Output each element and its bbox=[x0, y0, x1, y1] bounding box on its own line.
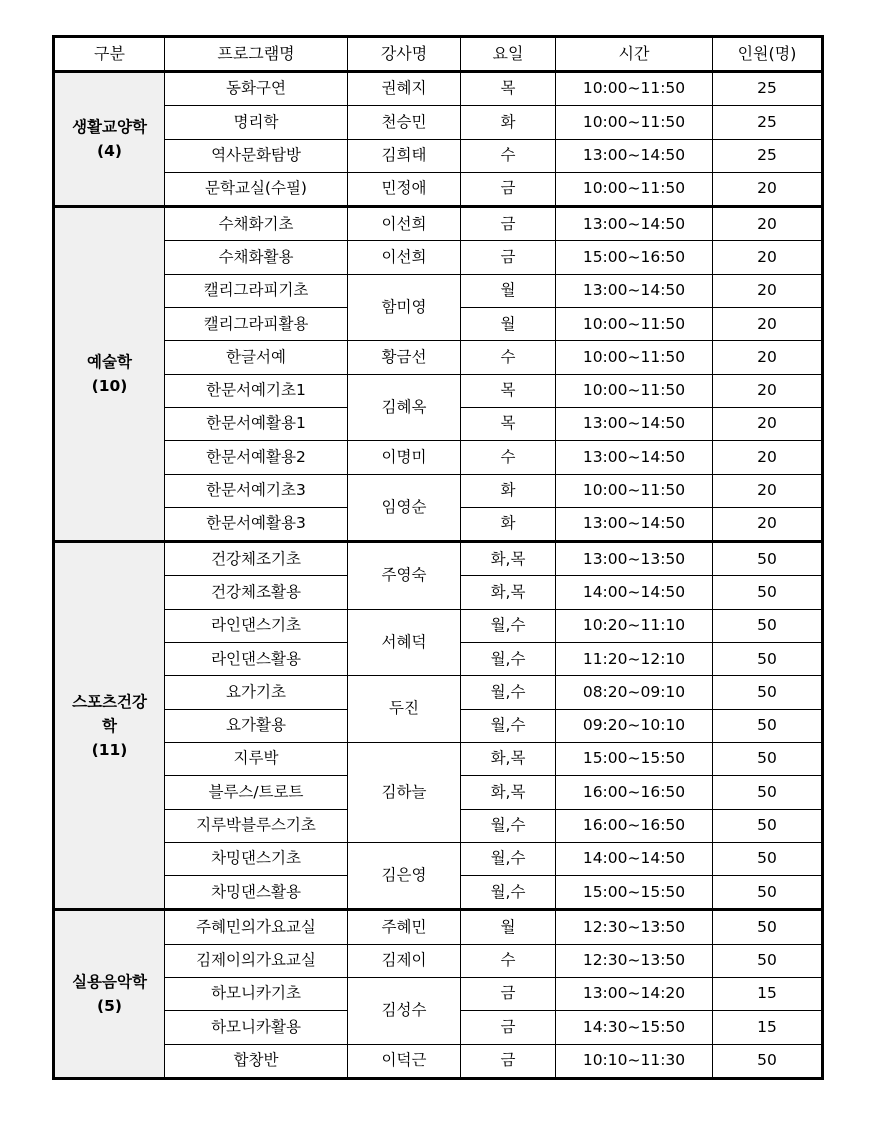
instructor-cell: 이선희 bbox=[348, 241, 461, 274]
day-cell: 월,수 bbox=[461, 643, 556, 676]
capacity-cell: 20 bbox=[713, 374, 823, 407]
day-cell: 화 bbox=[461, 106, 556, 139]
day-cell: 수 bbox=[461, 944, 556, 977]
time-cell: 13:00~14:50 bbox=[556, 507, 713, 541]
program-name-cell: 한글서예 bbox=[165, 341, 348, 374]
capacity-cell: 50 bbox=[713, 1044, 823, 1078]
capacity-cell: 50 bbox=[713, 876, 823, 910]
day-cell: 목 bbox=[461, 72, 556, 106]
capacity-cell: 50 bbox=[713, 709, 823, 742]
day-cell: 월,수 bbox=[461, 676, 556, 709]
program-name-cell: 합창반 bbox=[165, 1044, 348, 1078]
program-name-cell: 수채화기초 bbox=[165, 207, 348, 241]
time-cell: 12:30~13:50 bbox=[556, 910, 713, 944]
category-cell bbox=[54, 542, 165, 910]
table-row bbox=[54, 542, 823, 576]
capacity-cell: 20 bbox=[713, 474, 823, 507]
table-row bbox=[54, 241, 823, 274]
capacity-cell: 50 bbox=[713, 910, 823, 944]
table-row bbox=[54, 676, 823, 709]
time-cell: 15:00~15:50 bbox=[556, 876, 713, 910]
category-label: 학 bbox=[102, 716, 117, 735]
header-instructor: 강사명 bbox=[348, 37, 461, 72]
day-cell: 화,목 bbox=[461, 776, 556, 809]
program-name-cell: 블루스/트로트 bbox=[165, 776, 348, 809]
capacity-cell: 50 bbox=[713, 576, 823, 609]
instructor-cell: 김하늘 bbox=[348, 742, 461, 842]
category-cell bbox=[54, 72, 165, 207]
time-cell: 13:00~14:50 bbox=[556, 207, 713, 241]
time-cell: 15:00~16:50 bbox=[556, 241, 713, 274]
day-cell: 월 bbox=[461, 274, 556, 307]
table-row bbox=[54, 341, 823, 374]
capacity-cell: 20 bbox=[713, 341, 823, 374]
time-cell: 14:30~15:50 bbox=[556, 1011, 713, 1044]
instructor-cell: 함미영 bbox=[348, 274, 461, 341]
program-name-cell: 하모니카기초 bbox=[165, 978, 348, 1011]
table-header bbox=[54, 37, 823, 72]
category-label: (4) bbox=[97, 142, 122, 161]
capacity-cell: 20 bbox=[713, 207, 823, 241]
table-row bbox=[54, 207, 823, 241]
instructor-cell: 김혜옥 bbox=[348, 374, 461, 441]
time-cell: 09:20~10:10 bbox=[556, 709, 713, 742]
header-program-name: 프로그램명 bbox=[165, 37, 348, 72]
capacity-cell: 20 bbox=[713, 241, 823, 274]
time-cell: 14:00~14:50 bbox=[556, 576, 713, 609]
header-time: 시간 bbox=[556, 37, 713, 72]
day-cell: 화 bbox=[461, 474, 556, 507]
capacity-cell: 20 bbox=[713, 441, 823, 474]
day-cell: 화,목 bbox=[461, 542, 556, 576]
capacity-cell: 20 bbox=[713, 172, 823, 206]
instructor-cell: 이선희 bbox=[348, 207, 461, 241]
time-cell: 13:00~14:50 bbox=[556, 441, 713, 474]
day-cell: 수 bbox=[461, 341, 556, 374]
program-name-cell: 김제이의가요교실 bbox=[165, 944, 348, 977]
day-cell: 금 bbox=[461, 172, 556, 206]
category-label: 스포츠건강 bbox=[72, 692, 147, 711]
instructor-cell: 주혜민 bbox=[348, 910, 461, 944]
program-name-cell: 한문서예기초1 bbox=[165, 374, 348, 407]
category-label: (10) bbox=[91, 377, 128, 396]
instructor-cell: 주영숙 bbox=[348, 542, 461, 610]
table-row bbox=[54, 742, 823, 775]
program-name-cell: 동화구연 bbox=[165, 72, 348, 106]
day-cell: 월 bbox=[461, 910, 556, 944]
instructor-cell: 김제이 bbox=[348, 944, 461, 977]
time-cell: 13:00~14:50 bbox=[556, 274, 713, 307]
program-name-cell: 지루박 bbox=[165, 742, 348, 775]
day-cell: 수 bbox=[461, 441, 556, 474]
time-cell: 10:00~11:50 bbox=[556, 106, 713, 139]
day-cell: 화,목 bbox=[461, 576, 556, 609]
category-cell bbox=[54, 910, 165, 1078]
category-label: (11) bbox=[91, 740, 128, 759]
time-cell: 10:00~11:50 bbox=[556, 72, 713, 106]
time-cell: 10:00~11:50 bbox=[556, 374, 713, 407]
program-name-cell: 주혜민의가요교실 bbox=[165, 910, 348, 944]
day-cell: 금 bbox=[461, 1011, 556, 1044]
instructor-cell: 천승민 bbox=[348, 106, 461, 139]
capacity-cell: 20 bbox=[713, 308, 823, 341]
time-cell: 13:00~13:50 bbox=[556, 542, 713, 576]
instructor-cell: 김희태 bbox=[348, 139, 461, 172]
capacity-cell: 15 bbox=[713, 1011, 823, 1044]
capacity-cell: 25 bbox=[713, 139, 823, 172]
program-name-cell: 라인댄스기초 bbox=[165, 609, 348, 642]
instructor-cell: 김은영 bbox=[348, 842, 461, 910]
category-group bbox=[54, 72, 823, 207]
time-cell: 10:10~11:30 bbox=[556, 1044, 713, 1078]
instructor-cell: 권혜지 bbox=[348, 72, 461, 106]
time-cell: 10:00~11:50 bbox=[556, 474, 713, 507]
program-name-cell: 건강체조활용 bbox=[165, 576, 348, 609]
instructor-cell: 김성수 bbox=[348, 978, 461, 1045]
table-row bbox=[54, 842, 823, 875]
header-row bbox=[54, 37, 823, 72]
program-name-cell: 건강체조기초 bbox=[165, 542, 348, 576]
time-cell: 16:00~16:50 bbox=[556, 776, 713, 809]
program-name-cell: 한문서예활용2 bbox=[165, 441, 348, 474]
category-cell bbox=[54, 207, 165, 542]
program-name-cell: 한문서예활용1 bbox=[165, 407, 348, 440]
table-row bbox=[54, 978, 823, 1011]
time-cell: 11:20~12:10 bbox=[556, 643, 713, 676]
day-cell: 월,수 bbox=[461, 842, 556, 875]
program-name-cell: 한문서예기초3 bbox=[165, 474, 348, 507]
time-cell: 16:00~16:50 bbox=[556, 809, 713, 842]
instructor-cell: 임영순 bbox=[348, 474, 461, 542]
time-cell: 15:00~15:50 bbox=[556, 742, 713, 775]
capacity-cell: 25 bbox=[713, 106, 823, 139]
day-cell: 금 bbox=[461, 1044, 556, 1078]
category-label: (5) bbox=[97, 997, 122, 1016]
program-schedule-table bbox=[52, 35, 824, 1080]
time-cell: 10:00~11:50 bbox=[556, 308, 713, 341]
table-row bbox=[54, 274, 823, 307]
capacity-cell: 50 bbox=[713, 676, 823, 709]
time-cell: 13:00~14:50 bbox=[556, 139, 713, 172]
capacity-cell: 50 bbox=[713, 542, 823, 576]
day-cell: 월,수 bbox=[461, 709, 556, 742]
program-name-cell: 지루박블루스기초 bbox=[165, 809, 348, 842]
capacity-cell: 50 bbox=[713, 643, 823, 676]
instructor-cell: 두진 bbox=[348, 676, 461, 743]
time-cell: 10:00~11:50 bbox=[556, 172, 713, 206]
program-name-cell: 라인댄스활용 bbox=[165, 643, 348, 676]
program-name-cell: 요가활용 bbox=[165, 709, 348, 742]
category-group bbox=[54, 910, 823, 1078]
instructor-cell: 황금선 bbox=[348, 341, 461, 374]
program-name-cell: 요가기초 bbox=[165, 676, 348, 709]
table-row bbox=[54, 441, 823, 474]
day-cell: 금 bbox=[461, 207, 556, 241]
table-row bbox=[54, 172, 823, 206]
category-label: 예술학 bbox=[87, 353, 132, 372]
category-label: 생활교양학 bbox=[72, 118, 147, 137]
day-cell: 금 bbox=[461, 978, 556, 1011]
time-cell: 10:00~11:50 bbox=[556, 341, 713, 374]
program-name-cell: 캘리그라피기초 bbox=[165, 274, 348, 307]
program-name-cell: 역사문화탐방 bbox=[165, 139, 348, 172]
time-cell: 12:30~13:50 bbox=[556, 944, 713, 977]
table-row bbox=[54, 944, 823, 977]
capacity-cell: 20 bbox=[713, 407, 823, 440]
table-row bbox=[54, 72, 823, 106]
instructor-cell: 이명미 bbox=[348, 441, 461, 474]
table-row bbox=[54, 910, 823, 944]
day-cell: 월 bbox=[461, 308, 556, 341]
time-cell: 13:00~14:20 bbox=[556, 978, 713, 1011]
day-cell: 월,수 bbox=[461, 809, 556, 842]
program-name-cell: 차밍댄스기초 bbox=[165, 842, 348, 875]
program-name-cell: 수채화활용 bbox=[165, 241, 348, 274]
header-capacity: 인원(명) bbox=[713, 37, 823, 72]
program-name-cell: 하모니카활용 bbox=[165, 1011, 348, 1044]
category-group bbox=[54, 542, 823, 910]
day-cell: 금 bbox=[461, 241, 556, 274]
table-row bbox=[54, 474, 823, 507]
capacity-cell: 20 bbox=[713, 274, 823, 307]
capacity-cell: 25 bbox=[713, 72, 823, 106]
program-name-cell: 차밍댄스활용 bbox=[165, 876, 348, 910]
instructor-cell: 이덕근 bbox=[348, 1044, 461, 1078]
capacity-cell: 50 bbox=[713, 776, 823, 809]
time-cell: 10:20~11:10 bbox=[556, 609, 713, 642]
time-cell: 13:00~14:50 bbox=[556, 407, 713, 440]
day-cell: 월,수 bbox=[461, 609, 556, 642]
capacity-cell: 15 bbox=[713, 978, 823, 1011]
table-row bbox=[54, 106, 823, 139]
header-day: 요일 bbox=[461, 37, 556, 72]
day-cell: 월,수 bbox=[461, 876, 556, 910]
instructor-cell: 민정애 bbox=[348, 172, 461, 206]
table-row bbox=[54, 139, 823, 172]
capacity-cell: 50 bbox=[713, 609, 823, 642]
time-cell: 08:20~09:10 bbox=[556, 676, 713, 709]
capacity-cell: 20 bbox=[713, 507, 823, 541]
table-row bbox=[54, 1044, 823, 1078]
category-label: 실용음악학 bbox=[72, 973, 147, 992]
day-cell: 화 bbox=[461, 507, 556, 541]
capacity-cell: 50 bbox=[713, 944, 823, 977]
day-cell: 목 bbox=[461, 374, 556, 407]
header-category: 구분 bbox=[54, 37, 165, 72]
capacity-cell: 50 bbox=[713, 809, 823, 842]
program-name-cell: 명리학 bbox=[165, 106, 348, 139]
time-cell: 14:00~14:50 bbox=[556, 842, 713, 875]
table-row bbox=[54, 609, 823, 642]
program-name-cell: 한문서예활용3 bbox=[165, 507, 348, 541]
instructor-cell: 서혜덕 bbox=[348, 609, 461, 676]
table-row bbox=[54, 374, 823, 407]
program-name-cell: 캘리그라피활용 bbox=[165, 308, 348, 341]
capacity-cell: 50 bbox=[713, 842, 823, 875]
program-name-cell: 문학교실(수필) bbox=[165, 172, 348, 206]
category-group bbox=[54, 207, 823, 542]
day-cell: 수 bbox=[461, 139, 556, 172]
day-cell: 화,목 bbox=[461, 742, 556, 775]
capacity-cell: 50 bbox=[713, 742, 823, 775]
day-cell: 목 bbox=[461, 407, 556, 440]
